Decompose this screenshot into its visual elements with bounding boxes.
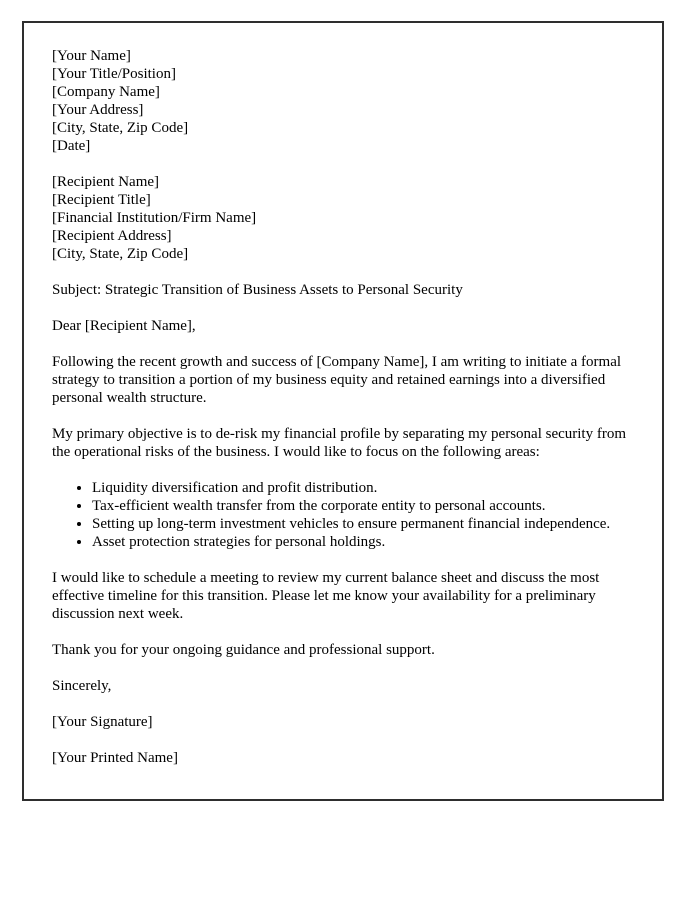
bullet-item-tax-transfer: • Tax-efficient wealth transfer from the corporate entity to personal accounts. <box>92 497 614 515</box>
letter-frame <box>22 21 664 801</box>
subject-line: Subject: Strategic Transition of Business Assets to Personal Security <box>52 282 463 298</box>
body-paragraph-2: My primary objective is to de-risk my financial profile by separating my personal security from the operational risks of the business. I would like to focus on the following areas: <box>52 426 627 460</box>
body-paragraph-4: Thank you for your ongoing guidance and professional support. <box>52 642 435 658</box>
sender-address-placeholder: [Your Address] <box>52 102 144 118</box>
recipient-title-placeholder: [Recipient Title] <box>52 192 151 208</box>
printed-name-placeholder: [Your Printed Name] <box>52 750 178 766</box>
salutation: Dear [Recipient Name], <box>52 318 196 334</box>
bullet-item-liquidity: • Liquidity diversification and profit distribution. <box>92 479 614 497</box>
focus-areas-list <box>52 479 634 551</box>
body-paragraph-1: Following the recent growth and success of [Company Name], I am writing to initiate a formal strategy to transition a portion of my business equity and retained earnings into a diversified personal wealth structure. <box>52 354 622 406</box>
recipient-block <box>52 173 634 263</box>
recipient-firm-placeholder: [Financial Institution/Firm Name] <box>52 210 257 226</box>
signature-placeholder: [Your Signature] <box>52 714 153 730</box>
sender-block <box>52 47 634 155</box>
bullet-item-investment-vehicles: • Setting up long-term investment vehicles to ensure permanent financial independence. <box>92 515 614 533</box>
bullet-item-asset-protection: • Asset protection strategies for personal holdings. <box>92 533 614 551</box>
sender-company-placeholder: [Company Name] <box>52 84 160 100</box>
recipient-name-placeholder: [Recipient Name] <box>52 174 160 190</box>
recipient-city-state-zip-placeholder: [City, State, Zip Code] <box>52 246 189 262</box>
sign-off: Sincerely, <box>52 678 112 694</box>
date-placeholder: [Date] <box>52 138 91 154</box>
sender-city-state-zip-placeholder: [City, State, Zip Code] <box>52 120 189 136</box>
recipient-address-placeholder: [Recipient Address] <box>52 228 172 244</box>
body-paragraph-3: I would like to schedule a meeting to review my current balance sheet and discuss the most effective timeline for this transition. Please let me know your availability for a preliminary discussion next week. <box>52 570 600 622</box>
sender-title-placeholder: [Your Title/Position] <box>52 66 176 82</box>
sender-name-placeholder: [Your Name] <box>52 48 131 64</box>
